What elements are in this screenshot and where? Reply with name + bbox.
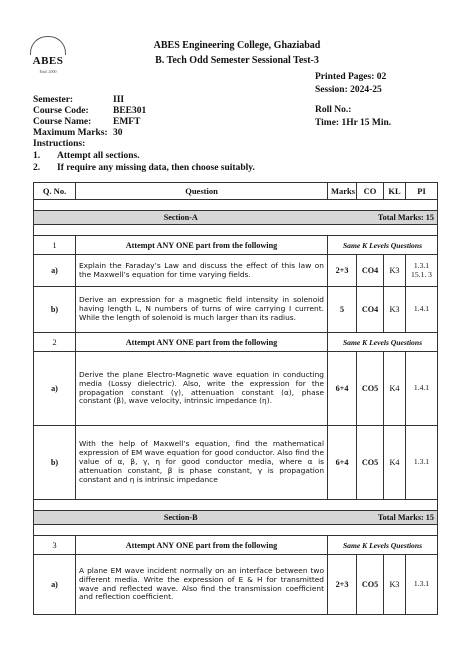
kl-cell: K4 [384,426,406,500]
question-table [33,182,438,615]
pi-cell: 1.4.1 [406,287,438,333]
same-k-levels: Same K Levels Questions [328,536,438,555]
instructions-label: Instructions: [33,139,86,149]
pi-cell: 1.3.1 15.1. 3 [406,255,438,287]
section-b-title: Section-B [34,511,328,525]
header-kl: KL [384,183,406,200]
instruction-text: If require any missing data, then choose suitably. [57,163,255,173]
course-name-value: EMFT [113,117,141,127]
question-instruction: Attempt ANY ONE part from the following [76,333,328,352]
question-number: 2 [34,333,76,352]
part-label: a) [34,255,76,287]
marks-cell: 5 [328,287,357,333]
max-marks-value: 30 [113,128,123,138]
college-name: ABES Engineering College, Ghaziabad [153,40,321,51]
question-number: 3 [34,536,76,555]
part-label: b) [34,287,76,333]
instruction-item [33,151,140,161]
question-text: Derive an expression for a magnetic field intensity in solenoid having length L, N numbers of turns of wire carrying I current. While the length of solenoid is much larger than its radius. [76,287,328,333]
same-k-levels: Same K Levels Questions [328,236,438,255]
instruction-number: 2. [33,163,41,173]
marks-cell: 6+4 [328,352,357,426]
question-row [34,236,438,255]
marks-cell: 6+4 [328,426,357,500]
marks-cell: 2+3 [328,255,357,287]
part-label: b) [34,426,76,500]
max-marks-label: Maximum Marks: [33,128,108,138]
course-name-label: Course Name: [33,117,92,127]
kl-cell: K3 [384,555,406,615]
section-a-row [34,211,438,225]
kl-cell: K3 [384,255,406,287]
co-cell: CO4 [357,255,384,287]
instruction-item [33,163,255,173]
question-text: A plane EM wave incident normally on an interface between two different media. Write the expression of E & H for transmitted wave and reflected wave. Also find the transmission coefficient and reflection coefficient. [76,555,328,615]
table-header-row [34,183,438,200]
co-cell: CO4 [357,287,384,333]
logo-est: Estd. 2000 [39,69,57,74]
semester-label: Semester: [33,95,74,105]
header-co: CO [357,183,384,200]
header-marks: Marks [328,183,357,200]
printed-pages: Printed Pages: 02 [315,72,387,82]
roll-no: Roll No.: [315,105,352,115]
question-row [34,536,438,555]
course-code-label: Course Code: [33,106,89,116]
header-qno: Q. No. [34,183,76,200]
table-row [34,426,438,500]
table-row [34,352,438,426]
pi-cell: 1.3.1 [406,555,438,615]
same-k-levels: Same K Levels Questions [328,333,438,352]
question-text: Derive the plane Electro-Magnetic wave equation in conducting media (Lossy dielectric). Also, write the expression for the propagation constant (γ), attenuation constant (α), phase constant (β), wave velocity, intrinsic impedance (η). [76,352,328,426]
semester-value: III [113,95,125,105]
table-row [34,255,438,287]
question-instruction: Attempt ANY ONE part from the following [76,236,328,255]
part-label: a) [34,352,76,426]
question-row [34,333,438,352]
logo-name: ABES [32,55,64,67]
table-row [34,555,438,615]
section-a-title: Section-A [34,211,328,225]
kl-cell: K4 [384,352,406,426]
part-label: a) [34,555,76,615]
table-row [34,287,438,333]
pi-cell: 1.3.1 [406,426,438,500]
question-text: With the help of Maxwell’s equation, find the mathematical expression of EM wave equation for good conductor. Also find the value of α, β, γ, η for good conductor media, where α is attenuation constant, β is phase constant, γ is propagation constant and η is intrinsic impedance [76,426,328,500]
marks-cell: 2+3 [328,555,357,615]
question-instruction: Attempt ANY ONE part from the following [76,536,328,555]
pi-cell: 1.4.1 [406,352,438,426]
question-text: Explain the Faraday’s Law and discuss the effect of this law on the Maxwell’s equation for time varying fields. [76,255,328,287]
session: Session: 2024-25 [315,85,382,95]
test-title: B. Tech Odd Semester Sessional Test-3 [155,55,319,66]
section-b-row [34,511,438,525]
header-pi: PI [406,183,438,200]
co-cell: CO5 [357,352,384,426]
header-question: Question [76,183,328,200]
instruction-number: 1. [33,151,41,161]
time-allowed: Time: 1Hr 15 Min. [315,118,392,128]
section-b-marks: Total Marks: 15 [328,511,438,525]
question-number: 1 [34,236,76,255]
kl-cell: K3 [384,287,406,333]
section-a-marks: Total Marks: 15 [328,211,438,225]
instruction-text: Attempt all sections. [57,151,140,161]
course-code-value: BEE301 [113,106,147,116]
co-cell: CO5 [357,555,384,615]
co-cell: CO5 [357,426,384,500]
